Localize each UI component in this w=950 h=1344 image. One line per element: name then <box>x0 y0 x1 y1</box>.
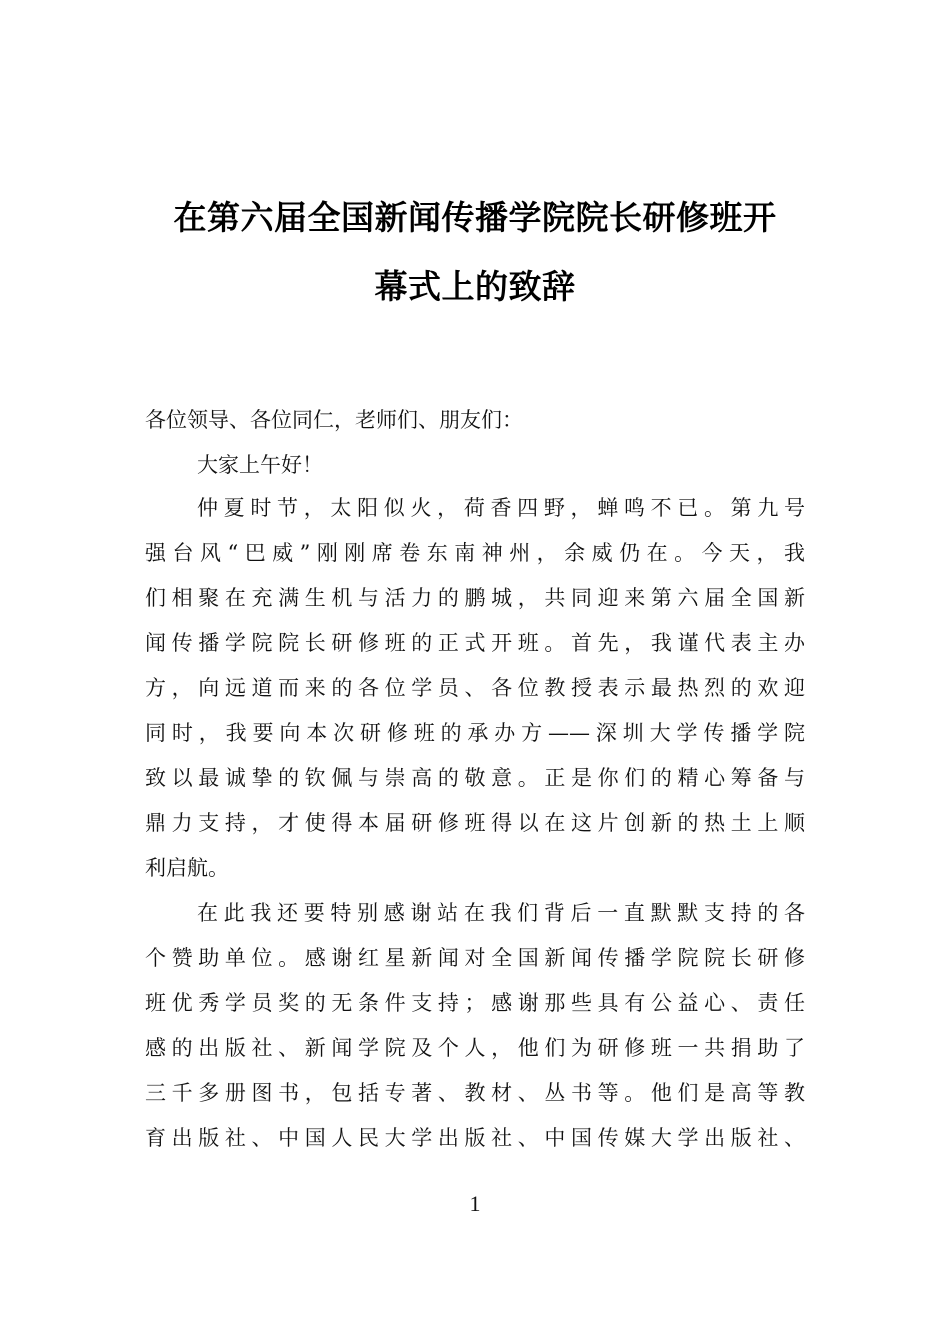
paragraph-2-line: 个赞助单位。感谢红星新闻对全国新闻传播学院院长研修 <box>145 946 805 970</box>
paragraph-1-line: 同时，我要向本次研修班的承办方——深圳大学传播学院 <box>145 721 805 745</box>
paragraph-1-line: 方，向远道而来的各位学员、各位教授表示最热烈的欢迎 <box>145 676 805 700</box>
greeting: 大家上午好！ <box>197 453 323 477</box>
paragraph-2-line: 感的出版社、新闻学院及个人，他们为研修班一共捐助了 <box>145 1036 805 1060</box>
page-number: 1 <box>469 1191 481 1216</box>
paragraph-1-line: 强台风“巴威”刚刚席卷东南神州，余威仍在。今天，我 <box>145 541 805 565</box>
paragraph-1-line: 鼎力支持，才使得本届研修班得以在这片创新的热土上顺 <box>145 811 805 835</box>
salutation: 各位领导、各位同仁，老师们、朋友们： <box>145 408 523 432</box>
document-title-line-1: 在第六届全国新闻传播学院院长研修班开 <box>173 198 777 237</box>
paragraph-2-line: 育出版社、中国人民大学出版社、中国传媒大学出版社、 <box>145 1126 805 1150</box>
paragraph-1-line: 仲夏时节，太阳似火，荷香四野，蝉鸣不已。第九号 <box>197 496 805 520</box>
document-title-line-2: 幕式上的致辞 <box>374 267 576 306</box>
paragraph-1-line: 们相聚在充满生机与活力的鹏城，共同迎来第六届全国新 <box>145 586 805 610</box>
paragraph-1-line: 致以最诚挚的钦佩与崇高的敬意。正是你们的精心筹备与 <box>145 766 805 790</box>
paragraph-2-line: 班优秀学员奖的无条件支持；感谢那些具有公益心、责任 <box>145 991 805 1015</box>
paragraph-1-line: 闻传播学院院长研修班的正式开班。首先，我谨代表主办 <box>145 631 805 655</box>
paragraph-2-line: 三千多册图书，包括专著、教材、丛书等。他们是高等教 <box>145 1081 805 1105</box>
paragraph-2-line: 在此我还要特别感谢站在我们背后一直默默支持的各 <box>197 901 805 925</box>
paragraph-1-line: 利启航。 <box>145 856 229 880</box>
